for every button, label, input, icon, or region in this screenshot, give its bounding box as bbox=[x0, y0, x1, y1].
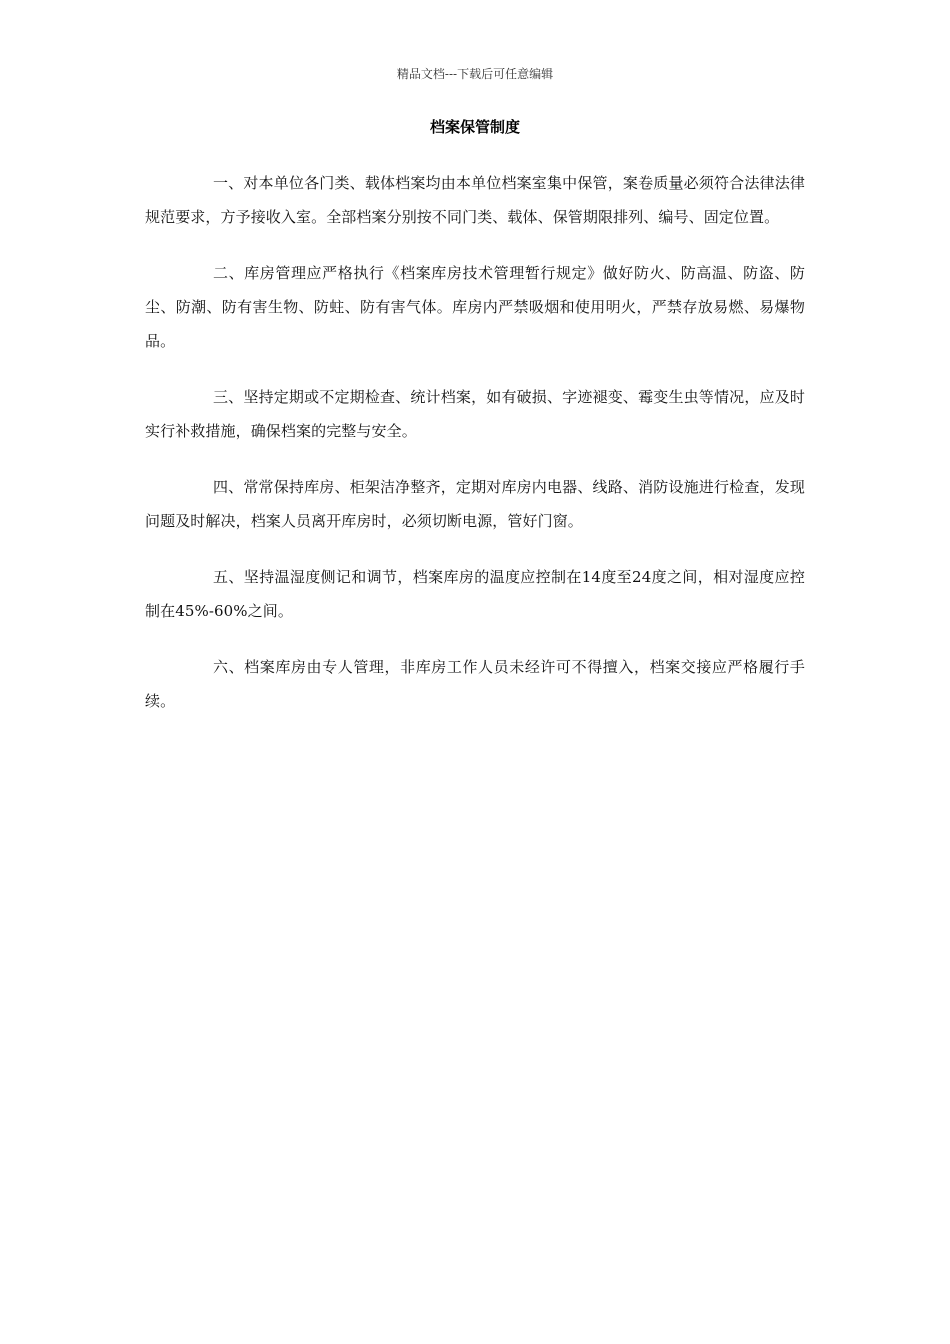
paragraph-5: 五、坚持温湿度侧记和调节，档案库房的温度应控制在14度至24度之间，相对湿度应控制在45%-60%之间。 bbox=[145, 568, 805, 620]
paragraph-4: 四、常常保持库房、柜架洁净整齐，定期对库房内电器、线路、消防设施进行检查，发现问题及时解决，档案人员离开库房时，必须切断电源，管好门窗。 bbox=[145, 478, 805, 530]
document-title: 档案保管制度 bbox=[429, 118, 520, 136]
document-body bbox=[145, 166, 805, 740]
paragraph-1: 一、对本单位各门类、载体档案均由本单位档案室集中保管，案卷质量必须符合法律法律规范要求，方予接收入室。全部档案分别按不同门类、载体、保管期限排列、编号、固定位置。 bbox=[145, 174, 805, 226]
paragraph-2: 二、库房管理应严格执行《档案库房技术管理暂行规定》做好防火、防高温、防盗、防尘、防潮、防有害生物、防蛀、防有害气体。库房内严禁吸烟和使用明火，严禁存放易燃、易爆物品。 bbox=[145, 264, 805, 350]
paragraph-3: 三、坚持定期或不定期检查、统计档案，如有破损、字迹褪变、霉变生虫等情况，应及时实行补救措施，确保档案的完整与安全。 bbox=[145, 388, 805, 440]
header-note: 精品文档---下载后可任意编辑 bbox=[396, 67, 554, 81]
paragraph-6: 六、档案库房由专人管理，非库房工作人员未经许可不得擅入，档案交接应严格履行手续。 bbox=[145, 658, 805, 710]
